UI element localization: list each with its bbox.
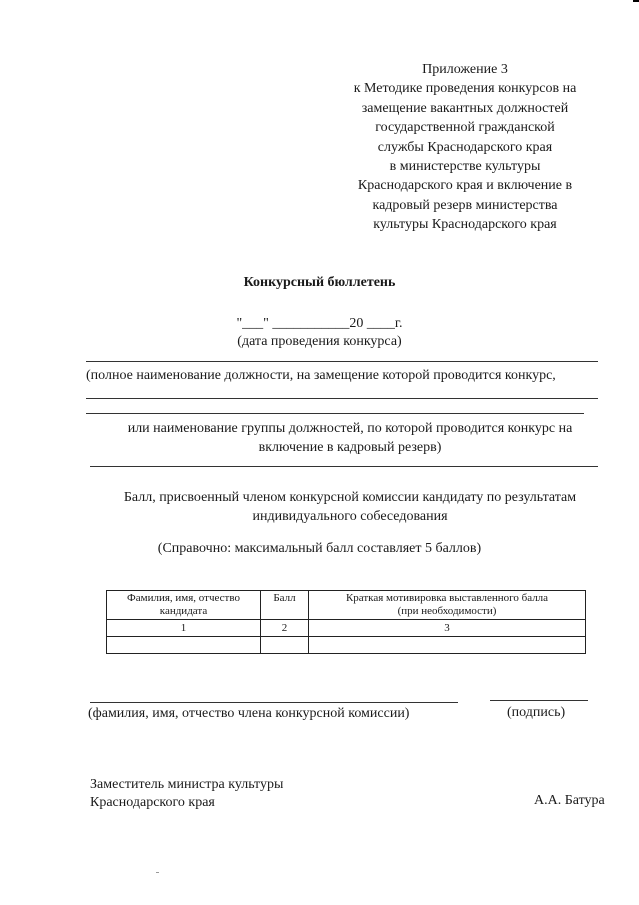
appendix-line: службы Краснодарского края (377, 139, 553, 155)
column-header-line: Фамилия, имя, отчество (127, 592, 240, 604)
position-fill-line (86, 398, 598, 399)
appendix-line: к Методике проведения конкурсов на (353, 81, 577, 97)
column-header-motivation (309, 591, 586, 620)
bulletin-table (106, 590, 586, 654)
signer-name: А.А. Батура (534, 793, 605, 808)
scan-speck (156, 872, 159, 873)
table-cell-motivation-input[interactable] (309, 637, 586, 654)
column-header-line: (при необходимости) (397, 605, 497, 617)
appendix-line: кадровый резерв министерства (372, 197, 558, 213)
table-cell: 3 (309, 620, 586, 637)
position-fill-line (86, 413, 584, 414)
date-caption: (дата проведения конкурса) (237, 334, 402, 349)
group-fill-line (90, 466, 598, 467)
signer-position (90, 776, 283, 812)
group-caption-line: или наименование группы должностей, по которой проводится конкурс на (127, 421, 573, 436)
member-name-caption: (фамилия, имя, отчество члена конкурсной комиссии) (88, 706, 410, 721)
scan-corner-mark (633, 0, 639, 2)
table-cell-score-input[interactable] (261, 637, 309, 654)
document-title: Конкурсный бюллетень (243, 275, 396, 290)
appendix-line: Приложение 3 (422, 62, 508, 77)
signature-line (490, 700, 588, 701)
score-description-line: индивидуального собеседования (252, 509, 448, 524)
table-row (107, 637, 586, 654)
appendix-line: в министерстве культуры (389, 159, 541, 175)
table-header-row (107, 591, 586, 620)
signer-position-line: Заместитель министра культуры (90, 777, 284, 792)
appendix-line: Краснодарского края и включение в (357, 178, 573, 194)
column-header-line: кандидата (159, 605, 208, 617)
max-score-note: (Справочно: максимальный балл составляет 5 баллов) (157, 541, 482, 556)
appendix-header (330, 60, 600, 235)
column-header-score: Балл (261, 591, 309, 620)
column-header-candidate (107, 591, 261, 620)
appendix-line: культуры Краснодарского края (373, 217, 557, 233)
group-caption (80, 419, 620, 457)
signature-caption: (подпись) (507, 705, 566, 720)
date-field: "___" ___________20 ____г. (236, 316, 403, 331)
position-caption: (полное наименование должности, на замещение которой проводится конкурс, (86, 368, 556, 383)
table-cell: 1 (107, 620, 261, 637)
score-description (80, 488, 620, 526)
appendix-line: государственной гражданской (375, 120, 555, 136)
table-cell-candidate-input[interactable] (107, 637, 261, 654)
score-description-line: Балл, присвоенный членом конкурсной комиссии кандидату по результатам (123, 490, 577, 505)
column-header-line: Краткая мотивировка выставленного балла (345, 592, 549, 604)
table-number-row (107, 620, 586, 637)
group-caption-line: включение в кадровый резерв) (258, 440, 442, 455)
appendix-line: замещение вакантных должностей (361, 100, 569, 116)
signer-position-line: Краснодарского края (90, 795, 215, 810)
member-name-line (90, 702, 458, 703)
table-cell: 2 (261, 620, 309, 637)
position-fill-line (86, 361, 598, 362)
